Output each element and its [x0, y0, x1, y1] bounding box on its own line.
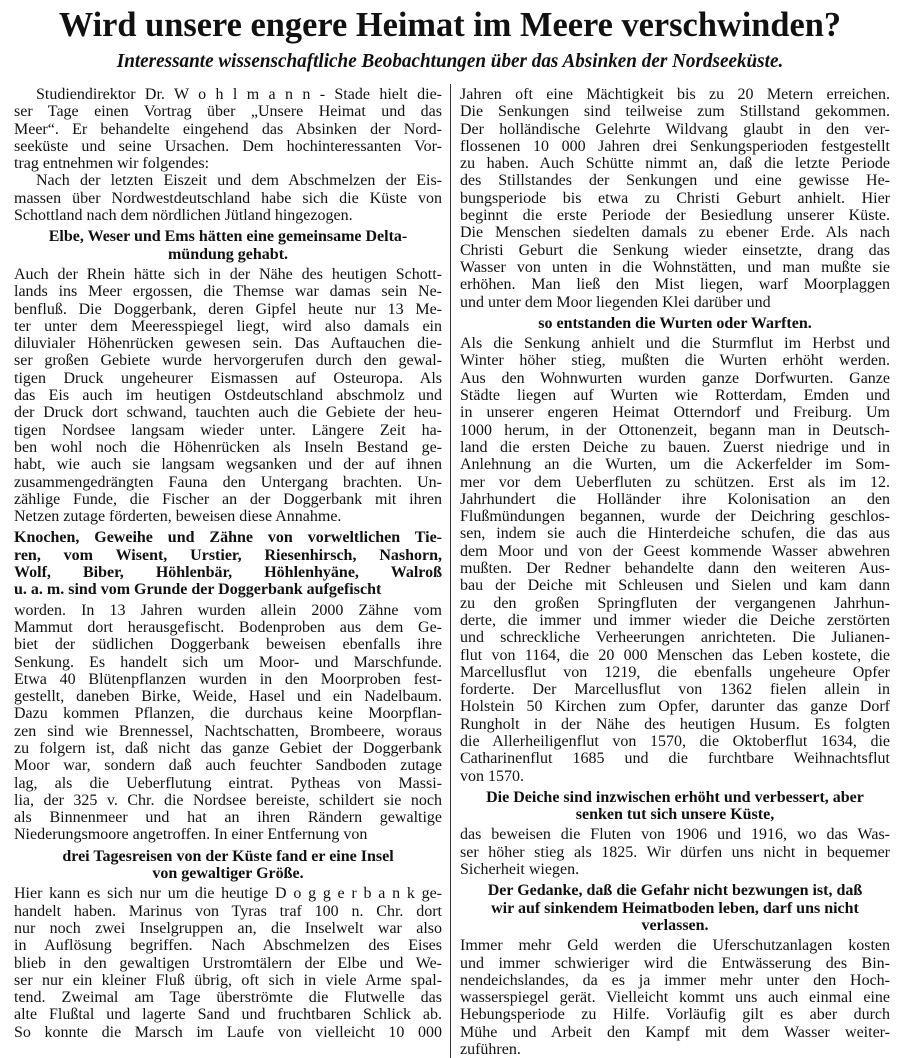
- section-subheading: [14, 848, 442, 883]
- text-line: tigen Nordsee langsam wieder unter. Längere Zeit ha-: [14, 421, 442, 439]
- text-line: und schreckliche Verheerungen anrichteten. Die Julianen-: [460, 629, 890, 647]
- text-line: 1000 herum, in der Ottonenzeit, begann man in Deutsch-: [460, 421, 890, 439]
- text-line: gestellt, daneben Birke, Weide, Hasel und ein Nadelbaum.: [14, 688, 442, 706]
- paragraph: [14, 885, 442, 1041]
- text-line: Mühe und Arbeit den Kampf mit dem Wasser weiter-: [460, 1023, 890, 1041]
- text-line: bau der Deiche mit Schleusen und Sielen und kam dann: [460, 577, 890, 595]
- text-line: verlassen.: [641, 916, 709, 934]
- text-line: zählige Funde, die Fischer an der Doggerbank mit ihren: [14, 490, 442, 508]
- article-header: [0, 0, 900, 76]
- text-line: Holstein 50 Kirchen zum Opfer, darunter das ganze Dorf: [460, 698, 890, 716]
- text-line: Dazu kommen Pflanzen, die durchaus keine Moorpflan-: [14, 705, 442, 723]
- text-line: diluvialer Höhenrücken gewesen sein. Das Auftauchen die-: [14, 335, 442, 353]
- text-line: wir auf sinkendem Heimatboden leben, darf uns nicht: [491, 899, 859, 917]
- text-line: Christi Geburt die Senkung wieder einsetzte, drang das: [460, 241, 890, 259]
- text-line: Jahrhundert die Holländer ihre Kolonisation an den: [460, 490, 890, 508]
- text-line: trag entnehmen wir folgendes:: [14, 155, 210, 173]
- text-line: dem Moor und von der Geest kommende Wasser abwehren: [460, 542, 890, 560]
- text-line: Wolf, Biber, Höhlenbär, Höhlenhyäne, Walroß: [14, 564, 442, 582]
- text-line: so entstanden die Wurten oder Warften.: [538, 314, 812, 332]
- text-line: Marcellusflut von 1219, die ebenfalls ungeheure Opfer: [460, 663, 890, 681]
- text-line: von gewaltiger Größe.: [152, 865, 304, 883]
- text-line: ren, vom Wisent, Urstier, Riesenhirsch, Nashorn,: [14, 546, 442, 564]
- text-line: in Auflösung begriffen. Nach Abschmelzen des Eises: [14, 937, 442, 955]
- text-line: beginnt die erste Periode der Besiedlung unserer Küste.: [460, 207, 890, 225]
- text-line: Studiendirektor Dr. W o h l m a n n - Stade hielt die-: [36, 86, 442, 103]
- subheadline: Interessante wissenschaftliche Beobachtungen über das Absinken der Nordseeküste.: [116, 51, 784, 72]
- text-line: Sicherheit wiegen.: [460, 861, 580, 879]
- text-line: Hier kann es sich nur um die heutige D o g g e r b a n k ge-: [14, 885, 442, 903]
- section-subheading: [14, 529, 442, 598]
- section-subheading: [14, 228, 442, 263]
- text-line: Mammut dort herausgefischt. Bodenproben aus dem Ge-: [14, 618, 442, 636]
- text-line: worden. In 13 Jahren wurden allein 2000 Zähne vom: [14, 601, 442, 619]
- text-line: das beweisen die Fluten von 1906 und 1916, wo das Was-: [460, 826, 890, 844]
- text-line: Die Menschen siedelten damals zu ebener Erde. Als nach: [460, 224, 890, 242]
- text-line: Die Deiche sind inzwischen erhöht und verbessert, aber: [486, 788, 864, 806]
- text-line: forderte. Der Marcellusflut von 1362 fielen allein in: [460, 681, 890, 699]
- text-line: Moor war, sondern daß auch feuchter Sandboden zutage: [14, 757, 442, 775]
- text-line: lag, als die Ueberflutung eintrat. Pytheas von Massi-: [14, 774, 442, 792]
- text-line: Immer mehr Geld werden die Uferschutzanlagen kosten: [460, 937, 890, 955]
- text-line: Schottland nach dem nördlichen Jütland hingezogen.: [14, 207, 353, 225]
- text-line: Niederungsmoore angetroffen. In einer Entfernung von: [14, 826, 368, 844]
- text-line: habt, wie auch sie langsam wegsanken und der auf ihnen: [14, 456, 442, 474]
- text-line: bungsperiode bis etwa zu Christi Geburt anhielt. Hier: [460, 189, 890, 207]
- text-line: das Eis auch im heutigen Ostdeutschland abschmolz und: [14, 387, 442, 405]
- section-subheading: [460, 315, 890, 332]
- text-line: wasserspiegel gerät. Vielleicht kommt uns auch einmal eine: [460, 989, 890, 1007]
- text-line: tend. Zweimal am Tage überströmte die Flutwelle das: [14, 989, 442, 1007]
- text-line: benfluß. Die Doggerbank, deren Gipfel heute nur 13 Me-: [14, 300, 442, 318]
- paragraph: [460, 335, 890, 785]
- text-line: mer vor dem Ueberfluten zu schützen. Erst als im 12.: [460, 473, 890, 491]
- text-line: flut von 1164, die 20 000 Menschen das Leben kostete, die: [460, 646, 890, 664]
- text-line: Netzen zutage förderten, beweisen diese Annahme.: [14, 508, 342, 526]
- text-line: ser Tage einen Vortrag über „Unsere Heimat und das: [14, 103, 442, 121]
- text-line: Der holländische Gelehrte Wildvang glaubt in den ver-: [460, 120, 890, 138]
- text-line: sen, indem sie auch die Hinterdeiche schufen, die das aus: [460, 525, 890, 543]
- text-line: Als die Senkung anhielt und die Sturmflut im Herbst und: [460, 335, 890, 353]
- text-line: des Stillstandes der Senkungen und eine gewisse He-: [460, 172, 890, 190]
- right-column: [460, 86, 890, 1058]
- text-line: alte Flußtal und lagerte Sand und fruchtbaren Schlick ab.: [14, 1006, 442, 1024]
- text-line: derte, die immer und immer wieder die Deiche zerstörten: [460, 611, 890, 629]
- text-line: zu haben. Auch Schütte nimmt an, daß die letzte Periode: [460, 155, 890, 173]
- text-line: und unter dem Moor liegenden Klei darüber und: [460, 293, 771, 311]
- text-line: nendeichslandes, da es ja immer mehr unter den Hoch-: [460, 971, 890, 989]
- text-line: nur noch zwei Inselgruppen an, die Inselwelt war also: [14, 919, 442, 937]
- article-body: [0, 86, 900, 1058]
- paragraph: [460, 86, 890, 311]
- text-line: ser höher stieg als 1825. Wir dürfen uns nicht in bequemer: [460, 843, 890, 861]
- text-line: und immer schwieriger wird die Entwässerung des Bin-: [460, 954, 890, 972]
- section-subheading: [460, 882, 890, 934]
- text-line: massen über Nordwestdeutschland habe sich die Küste von: [14, 189, 442, 207]
- text-line: So konnte die Marsch im Laufe von vielleicht 10 000: [14, 1023, 442, 1041]
- text-line: Knochen, Geweihe und Zähne von vorweltlichen Tie-: [14, 529, 442, 547]
- text-line: senken tut sich unsere Küste,: [575, 806, 775, 824]
- text-line: mußten. Der Redner behandelte dann den weiteren Aus-: [460, 560, 890, 578]
- text-line: Rungholt in der Nähe des heutigen Husum. Es folgten: [460, 715, 890, 733]
- text-line: Aus den Wohnwurten wurden ganze Dorfwurten. Ganze: [460, 369, 890, 387]
- text-line: Wasser von unten in die Wohnstätten, und man mußte sie: [460, 258, 890, 276]
- text-line: als Binnenmeer und hat an ihren Rändern gewaltige: [14, 809, 442, 827]
- text-line: die Allerheiligenflut von 1570, die Oktoberflut 1634, die: [460, 732, 890, 750]
- column-divider: [450, 84, 451, 1058]
- text-line: Winter höher stieg, mußten die Wurten erhöht werden.: [460, 352, 890, 370]
- text-line: Elbe, Weser und Ems hätten eine gemeinsame Delta-: [48, 228, 408, 246]
- text-line: Catharinenflut 1685 und die furchtbare Weihnachtsflut: [460, 750, 890, 768]
- text-line: zu folgern ist, daß nicht das ganze Gebiet der Doggerbank: [14, 739, 442, 757]
- paragraph: [460, 826, 890, 878]
- text-line: zuführen.: [460, 1041, 521, 1058]
- text-line: land die ersten Deiche zu bauen. Zuerst niedrige und in: [460, 438, 890, 456]
- paragraph: [460, 937, 890, 1058]
- paragraph: [14, 266, 442, 525]
- text-line: ser nur ein kleiner Fluß übrig, oft sich in viele Arme spal-: [14, 971, 442, 989]
- headline: Wird unsere engere Heimat im Meere verschwinden?: [58, 5, 842, 44]
- text-line: ben wohl noch die Höhenrücken als Inseln Bestand ge-: [14, 438, 442, 456]
- text-line: der Druck dort schwand, tauchten auch die Gebiete der heu-: [14, 404, 442, 422]
- text-line: Die Senkungen sind teilweise zum Stillstand gekommen.: [460, 103, 890, 121]
- text-line: Meer“. Er behandelte eingehend das Absinken der Nord-: [14, 120, 442, 138]
- text-line: Städte liegen auf Wurten wie Rotterdam, Emden und: [460, 387, 890, 405]
- text-line: erhöhen. Man ließ den Mist liegen, warf Moorplaggen: [460, 276, 890, 294]
- text-line: lands ins Meer ergossen, die Themse war damas sein Ne-: [14, 283, 442, 301]
- text-line: blieb in den gewaltigen Urstromtälern der Elbe und We-: [14, 954, 442, 972]
- text-line: flossenen 10 000 Jahren drei Senkungsperioden festgestellt: [460, 137, 890, 155]
- text-line: Etwa 40 Blütenpflanzen wurden in den Moorproben fest-: [14, 670, 442, 688]
- text-line: lia, der 325 v. Chr. die Nordsee bereiste, schildert sie noch: [14, 791, 442, 809]
- text-line: ser großen Gebiete wurde hervorgerufen durch den gewal-: [14, 352, 442, 370]
- text-line: Hebungsperiode zu Hilfe. Vorläufig gilt es aber durch: [460, 1006, 890, 1024]
- text-line: drei Tagesreisen von der Küste fand er eine Insel: [62, 847, 394, 865]
- text-line: ter unter dem Meeresspiegel liegt, wird also damals ein: [14, 317, 442, 335]
- text-line: mündung gehabt.: [167, 245, 289, 263]
- text-line: in unserer engeren Heimat Otterndorf und Freiburg. Um: [460, 404, 890, 422]
- text-line: biet der südlichen Doggerbank beweisen ebenfalls ihre: [14, 636, 442, 654]
- text-line: handelt haben. Marinus von Tyras traf 100 n. Chr. dort: [14, 902, 442, 920]
- text-line: zen sind wie Brennessel, Nachtschatten, Brombeere, woraus: [14, 722, 442, 740]
- text-line: tigen Druck ungeheurer Eismassen auf Osteuropa. Als: [14, 369, 442, 387]
- text-line: Senkung. Es handelt sich um Moor- und Marschfunde.: [14, 653, 442, 671]
- text-line: zusammengedrängten Fauna den Untergang brachten. Un-: [14, 473, 442, 491]
- text-line: Flußmündungen begannen, wurde der Deichring geschlos-: [460, 508, 890, 526]
- text-line: zu den großen Springfluten der vergangenen Jahrhun-: [460, 594, 890, 612]
- text-line: seeküste und seine Ursachen. Dem hochinteressanten Vor-: [14, 137, 442, 155]
- paragraph: [14, 172, 442, 224]
- text-line: von 1570.: [460, 767, 524, 785]
- paragraph: [14, 602, 442, 844]
- paragraph: [14, 86, 442, 172]
- text-line: u. a. m. sind vom Grunde der Doggerbank aufgefischt: [14, 581, 382, 599]
- text-line: Nach der letzten Eiszeit und dem Abschmelzen der Eis-: [36, 172, 442, 190]
- section-subheading: [460, 789, 890, 824]
- text-line: Auch der Rhein hätte sich in der Nähe des heutigen Schott-: [14, 265, 442, 283]
- text-line: Jahren oft eine Mächtigkeit bis zu 20 Metern erreichen.: [460, 86, 890, 103]
- text-line: Anlehnung an die Wurten, um die Ackerfelder im Som-: [460, 456, 890, 474]
- left-column: [14, 86, 442, 1058]
- text-line: Der Gedanke, daß die Gefahr nicht bezwungen ist, daß: [487, 882, 863, 900]
